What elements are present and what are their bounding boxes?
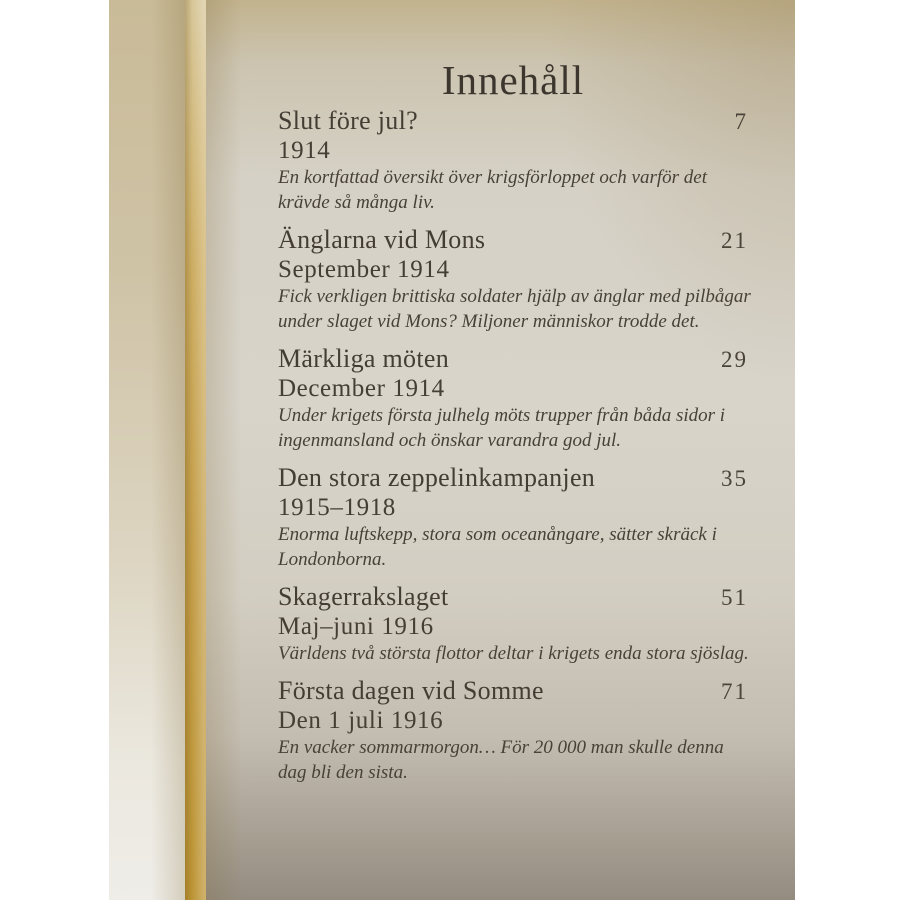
entry-date: September 1914: [278, 256, 450, 283]
entry-head: [278, 344, 748, 375]
entry-date: December 1914: [278, 375, 445, 402]
entry-description-line: Londonborna.: [278, 549, 387, 570]
entry-date: Maj–juni 1916: [278, 613, 434, 640]
entry-title: Märkliga möten: [278, 344, 449, 373]
entry-page-number: 35: [721, 466, 748, 491]
entry-head: [278, 225, 748, 256]
toc-entry: [278, 463, 748, 572]
entry-description-line: ingenmansland och önskar varandra god jul.: [278, 430, 622, 451]
entry-description: [278, 735, 748, 785]
entry-page-number: 7: [734, 109, 748, 134]
entry-description-line: Enorma luftskepp, stora som oceanångare, sätter skräck i: [278, 524, 717, 545]
book-photo: [109, 0, 795, 900]
entry-date: Den 1 juli 1916: [278, 707, 444, 734]
entry-page-number: 29: [721, 347, 748, 372]
entry-description-line: En vacker sommarmorgon… För 20 000 man skulle denna: [278, 737, 724, 758]
entry-description: [278, 403, 748, 453]
entry-description-line: En kortfattad översikt över krigsförloppet och varför det: [278, 167, 708, 188]
entry-description: [278, 522, 748, 572]
toc-entry: [278, 106, 748, 215]
entry-description-line: krävde så många liv.: [278, 192, 435, 213]
entry-date: 1915–1918: [278, 494, 396, 521]
page-gutter: [185, 0, 206, 900]
entry-title: Änglarna vid Mons: [278, 225, 486, 254]
entry-head: [278, 106, 748, 137]
entry-description-line: dag bli den sista.: [278, 762, 408, 783]
entry-title: Slut före jul?: [278, 106, 418, 135]
entry-page-number: 21: [721, 228, 748, 253]
toc-entry: [278, 344, 748, 453]
toc-entry: [278, 225, 751, 334]
entry-head: [278, 463, 748, 494]
entry-head: [278, 676, 748, 707]
contents-page: [206, 0, 795, 900]
toc-entry: [278, 582, 748, 666]
entry-date: 1914: [278, 137, 331, 164]
page-title: Innehåll: [441, 57, 585, 103]
entry-description-line: under slaget vid Mons? Miljoner människor trodde det.: [278, 311, 700, 332]
entry-page-number: 71: [721, 679, 748, 704]
entry-description: [278, 165, 748, 215]
entry-description-line: Världens två största flottor deltar i krigets enda stora sjöslag.: [278, 643, 749, 664]
entry-description-line: Under krigets första julhelg möts trupper från båda sidor i: [278, 405, 726, 426]
entry-description-line: Fick verkligen brittiska soldater hjälp av änglar med pilbågar: [278, 286, 751, 307]
entry-description: [278, 284, 751, 334]
entry-title: Den stora zeppelinkampanjen: [278, 463, 596, 492]
toc-entry: [278, 676, 748, 785]
entry-page-number: 51: [721, 585, 748, 610]
entry-description: [278, 641, 748, 666]
entry-head: [278, 582, 748, 613]
entry-title: Skagerrakslaget: [278, 582, 449, 611]
entry-title: Första dagen vid Somme: [278, 676, 544, 705]
facing-page-edge: [109, 0, 185, 900]
